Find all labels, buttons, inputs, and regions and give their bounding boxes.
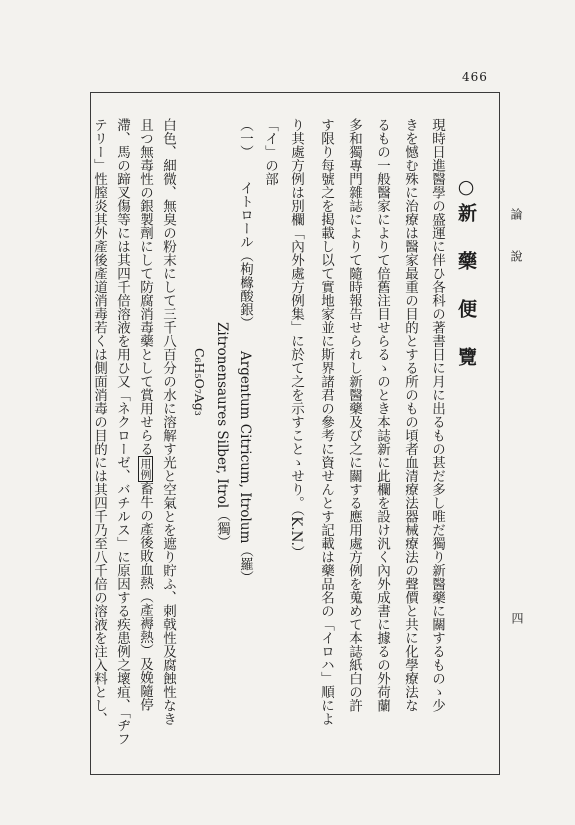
usage-example-box: 用例 <box>139 457 152 480</box>
intro-line: 多和獨專門雜誌によりて隨時報告せられし新醫藥及び之に關する應用處方例を蒐めて本誌紙白の許 <box>346 118 362 712</box>
entry-header <box>235 118 255 768</box>
entry-body-line <box>135 118 155 768</box>
entry-body-text: 且つ無毒性の銀製劑にして防腐消毒藥として賞用せらる <box>137 118 153 456</box>
page-number: 466 <box>462 70 488 84</box>
entry-body-line: 滯、馬の蹄叉傷等には其四千倍溶液を用ひ又「ネクローゼ、バチルス」に原因する疾患例之壞疽、「ヂフ <box>114 118 130 746</box>
entry-body-text: 畜牛の產後敗血熱（產褥熱）及娩隨停 <box>137 481 153 711</box>
intro-line: り其處方例は別欄「內外處方例集」に於て之を示すことゝせり。（K.N.） <box>288 118 304 560</box>
intro-line: 現時日進醫學の盛運に伴ひ各科の著書日に月に出るもの甚だ多し唯だ獨り新醫藥に關するものゝ少 <box>429 118 445 712</box>
entry-name-japanese: イトロール（枸櫞酸銀） <box>237 180 253 329</box>
intro-line: るもの一般醫家によりて倍舊注目せらるゝのとき本誌新に此欄を設け汎く內外成書に據るの外荷蘭 <box>374 118 390 712</box>
section-heading: 「イ」の部 <box>262 118 278 186</box>
margin-section-label: 論說 <box>509 208 523 292</box>
entry-number: （一） <box>237 118 253 159</box>
intro-line: きを憾む殊に治療は醫家最重の目的とする所のもの頃者血清療法器械療法の聲價と共に化學療法な <box>402 118 418 712</box>
intro-line: す限り每號之を掲載し以て實地家並に斯界諸君の參考に資せんとす記載は藥品名の「イロハ」順によ <box>318 118 334 726</box>
entry-name-latin: Argentum Citricum, Itrolum（羅） <box>237 351 253 584</box>
margin-folio-kanji: 四 <box>510 612 524 624</box>
entry-name-german: Zitronensaures Silber, Itrol（獨） <box>214 322 230 549</box>
entry-body-line: 白色、細微、無臭の粉末にして三千八百分の水に溶解す光と空氣とを遮り貯ふ、刺戟性及腐蝕性なき <box>160 118 176 726</box>
entry-formula: C₆H₅O₇Ag₃ <box>192 348 207 416</box>
entry-body-line: テリー」性膣炎其外產後產道消毒若くは側面消毒の目的には其四千乃至八千倍の溶液を注入料とし、 <box>91 118 107 726</box>
article-title: ○新 藥 便 覽 <box>455 176 477 371</box>
